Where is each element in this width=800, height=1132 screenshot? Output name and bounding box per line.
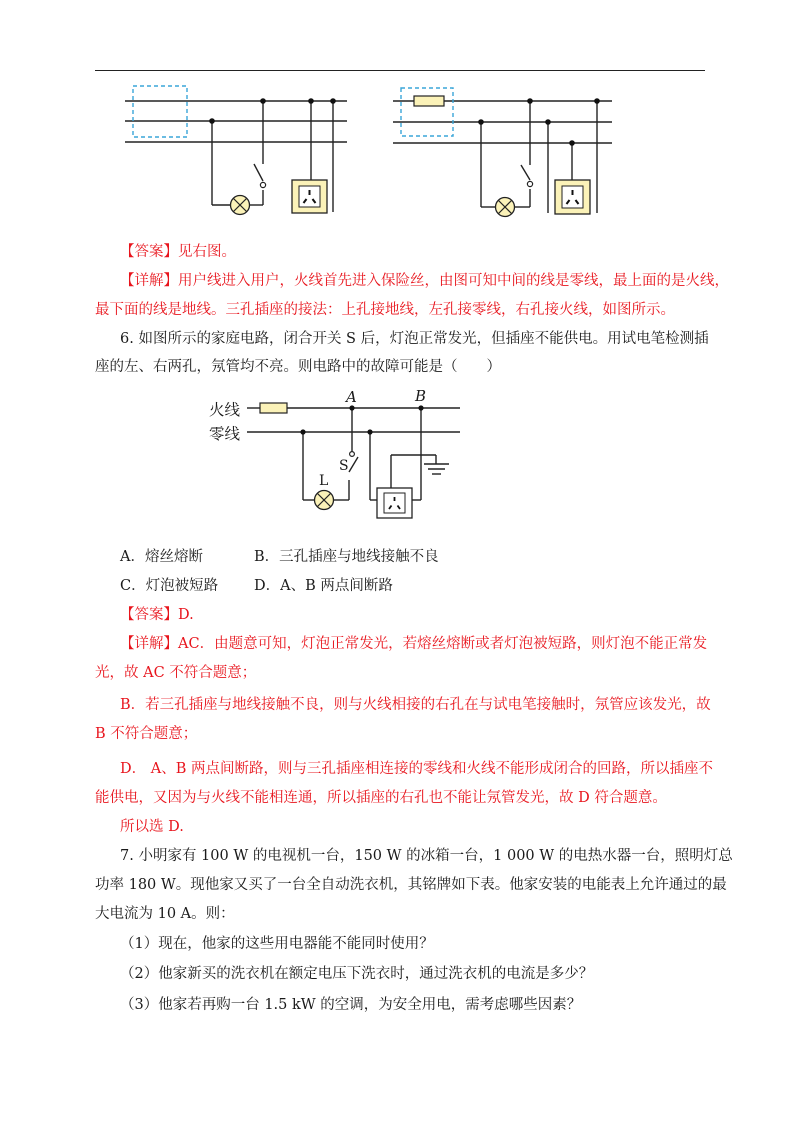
detail-text: 最下面的线是地线。三孔插座的接法：上孔接地线，左孔接零线，右孔接火线，如图所示。 <box>95 302 675 318</box>
label-lamp: L <box>319 473 329 489</box>
detail-text: B．若三孔插座与地线接触不良，则与火线相接的右孔在与试电笔接触时，氖管应该发光，故 <box>120 697 711 713</box>
detail-conclusion: 所以选 D. <box>120 819 184 835</box>
question-7-text: 功率 180 W。现他家又买了一台全自动洗衣机，其铭牌如下表。他家安装的电能表上允许通过的最 <box>95 877 727 893</box>
label-neutral-wire: 零线 <box>209 425 241 443</box>
label-switch: S <box>339 458 349 474</box>
option-d: D．A、B 两点间断路 <box>254 578 393 594</box>
question-6-text: 座的左、右两孔，氖管均不亮。则电路中的故障可能是（ ） <box>95 359 501 375</box>
option-c: C．灯泡被短路 <box>120 578 219 594</box>
answer-text: D. <box>178 607 194 623</box>
header-rule <box>95 70 705 71</box>
fuse-icon <box>260 403 287 413</box>
question-7-sub-2: （2）他家新买的洗衣机在额定电压下洗衣时，通过洗衣机的电流是多少？ <box>120 966 594 982</box>
socket-icon <box>555 180 590 214</box>
detail-text: B 不符合题意； <box>95 726 198 742</box>
detail-text: 能供电，又因为与火线不能相连通，所以插座的右孔也不能让氖管发光，故 D 符合题意。 <box>95 790 667 806</box>
lamp-icon <box>315 491 334 510</box>
label-point-a: A <box>346 388 357 406</box>
detail-text: AC．由题意可知，灯泡正常发光，若熔丝熔断或者灯泡被短路，则灯泡不能正常发 <box>178 636 708 652</box>
question-7-sub-3: （3）他家若再购一台 1.5 kW 的空调，为安全用电，需考虑哪些因素？ <box>120 997 582 1013</box>
option-b: B．三孔插座与地线接触不良 <box>254 549 439 565</box>
lamp-icon <box>231 196 250 215</box>
socket-icon <box>292 180 327 213</box>
circuit-diagram-question <box>120 85 360 220</box>
detail-text: D． A、B 两点间断路，则与三孔插座相连接的零线和火线不能形成闭合的回路，所以插座不 <box>120 761 713 777</box>
detail-text: 光，故 AC 不符合题意； <box>95 665 257 681</box>
detail-tag: 【详解】 <box>120 273 178 289</box>
detail-text: 用户线进入用户，火线首先进入保险丝，由图可知中间的线是零线，最上面的是火线， <box>178 273 729 289</box>
question-7-text: 大电流为 10 A。则： <box>95 906 235 922</box>
label-live-wire: 火线 <box>209 401 241 419</box>
circuit-diagram-q6 <box>205 385 470 525</box>
detail-tag: 【详解】 <box>120 636 178 652</box>
question-6-text: 6. 如图所示的家庭电路，闭合开关 S 后，灯泡正常发光，但插座不能供电。用试电笔检测插 <box>120 331 709 347</box>
lamp-icon <box>496 198 515 217</box>
socket-icon <box>377 488 412 518</box>
circuit-diagram-answer <box>385 82 630 222</box>
answer-tag: 【答案】 <box>120 607 178 623</box>
question-7-text: 7. 小明家有 100 W 的电视机一台，150 W 的冰箱一台，1 000 W 的电热水器一台，照明灯总 <box>120 848 733 864</box>
question-7-sub-1: （1）现在，他家的这些用电器能不能同时使用？ <box>120 936 434 952</box>
option-a: A．熔丝熔断 <box>120 549 203 565</box>
answer-text: 见右图。 <box>178 244 236 260</box>
label-point-b: B <box>415 387 427 405</box>
answer-tag: 【答案】 <box>120 244 178 260</box>
fuse-icon <box>414 96 444 106</box>
